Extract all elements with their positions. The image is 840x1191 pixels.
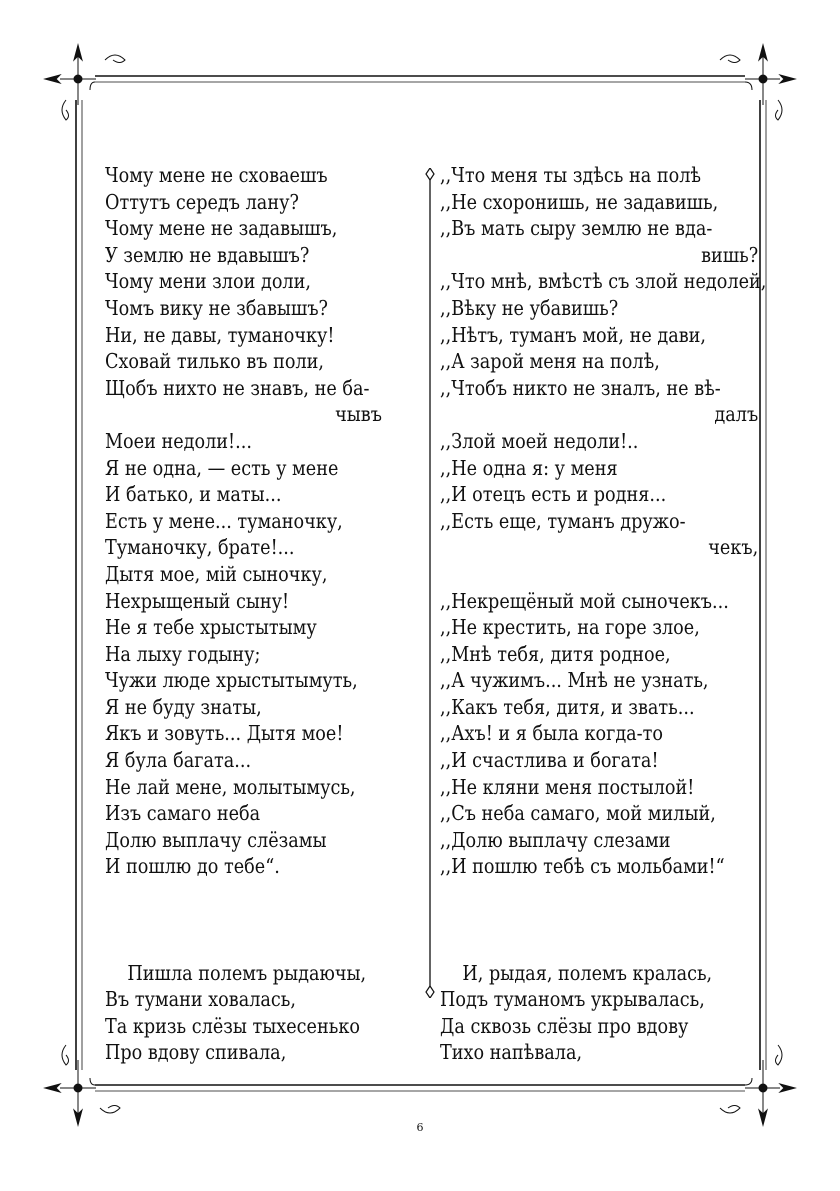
verse-line: ,,А зарой меня на полѣ,: [440, 349, 660, 374]
verse-line: Про вдову спивала,: [105, 1040, 287, 1065]
verse-line: Щобъ нихто не знавъ, не ба-: [105, 375, 370, 400]
verse-line: Я не одна, — есть у мене: [105, 455, 339, 480]
verse-line: Подъ туманомъ укрывалась,: [440, 987, 705, 1012]
verse-line: ,,Не крестить, на горе злое,: [440, 615, 700, 640]
verse-line: ,,Некрещёный мой сыночекъ...: [440, 588, 729, 613]
verse-line: Изъ самаго неба: [105, 801, 261, 826]
verse-line: Оттутъ середъ лану?: [105, 189, 299, 214]
verse-line: Дытя мое, мій сыночку,: [105, 561, 328, 586]
verse-line: Сховай тилько въ поли,: [105, 349, 325, 374]
verse-text: Пишла полемъ рыдаючы,: [127, 960, 367, 985]
verse-line: ,,И счастлива и богата!: [440, 748, 659, 773]
verse-line: Чому мене не задавышъ,: [105, 216, 338, 241]
verse-line: ,,Не кляни меня постылой!: [440, 774, 695, 799]
verse-line-continuation: чывъ: [335, 402, 382, 427]
verse-line: Якъ и зовуть... Дытя мое!: [105, 721, 344, 746]
verse-line: На лыху годыну;: [105, 641, 261, 666]
verse-line: У землю не вдавышъ?: [105, 242, 310, 267]
verse-line: ,,Мнѣ тебя, дитя родное,: [440, 641, 671, 666]
verse-line: [440, 960, 763, 987]
verse-line: Ни, не давы, туманочку!: [105, 322, 335, 347]
verse-line-continuation: вишь?: [701, 242, 759, 267]
verse-line: Есть у мене... туманочку,: [105, 508, 343, 533]
verse-line: И пошлю до тебе“.: [105, 854, 280, 879]
verse-line: Туманочку, брате!...: [105, 535, 295, 560]
verse-line: ,,Вѣку не убавишь?: [440, 295, 619, 320]
verse-line: ,,А чужимъ... Мнѣ не узнать,: [440, 668, 709, 693]
verse-line: ,,Ахъ! и я была когда-то: [440, 721, 664, 746]
verse-line: Моеи недоли!...: [105, 428, 252, 453]
right-column-russian-text: [440, 162, 767, 1066]
right-stanza-2: [440, 588, 763, 881]
verse-line: ,,Долю выплачу слезами: [440, 827, 671, 852]
verse-line: ,,Съ неба самаго, мой милый,: [440, 801, 716, 826]
verse-line: Я була багата...: [105, 748, 252, 773]
stanza-spacer: [440, 561, 763, 588]
verse-line: ,,Чтобъ никто не зналъ, не вѣ-: [440, 375, 721, 400]
stanza-spacer: [105, 880, 397, 933]
verse-line: Да сквозь слёзы про вдову: [440, 1013, 689, 1038]
verse-line: Чому мени злои доли,: [105, 269, 311, 294]
right-stanza-1: [440, 162, 767, 561]
stanza-spacer: [440, 880, 763, 933]
left-stanza-1: [105, 162, 397, 880]
column-divider-ornament: [425, 168, 435, 998]
corner-ornament-top-left: [45, 45, 125, 120]
corner-ornament-top-right: [720, 45, 795, 120]
verse-line: ,,Что мнѣ, вмѣстѣ съ злой недолей,: [440, 269, 767, 294]
verse-line: Не я тебе хрыстытыму: [105, 615, 317, 640]
verse-line: Тихо напѣвала,: [440, 1040, 583, 1065]
verse-line: Въ тумани ховалась,: [105, 987, 297, 1012]
verse-line: Долю выплачу слёзамы: [105, 827, 327, 852]
verse-line: ,,Есть еще, туманъ дружо-: [440, 508, 686, 533]
verse-line: Чужи люде хрыстытымуть,: [105, 668, 358, 693]
verse-line: ,,Не схоронишь, не задавишь,: [440, 189, 719, 214]
verse-line: Не лай мене, молытымусь,: [105, 774, 356, 799]
left-column-ukrainian-text: [105, 162, 397, 1066]
verse-line: И батько, и маты...: [105, 482, 282, 507]
left-stanza-2: [105, 960, 397, 1066]
verse-line: ,,Злой моей недоли!..: [440, 428, 639, 453]
verse-line: ,,И пошлю тебѣ съ мольбами!“: [440, 854, 725, 879]
verse-line: ,,Въ мать сыру землю не вда-: [440, 216, 713, 241]
right-stanza-3: [440, 960, 763, 1066]
verse-line: Та кризь слёзы тыхесенько: [105, 1013, 360, 1038]
verse-line: Я не буду знаты,: [105, 694, 262, 719]
verse-line: ,,Какъ тебя, дитя, и звать...: [440, 694, 695, 719]
page-number: 6: [416, 1121, 424, 1134]
verse-line: Чомъ вику не збавышъ?: [105, 295, 328, 320]
verse-line: ,,И отецъ есть и родня...: [440, 482, 667, 507]
verse-text: И, рыдая, полемъ кралась,: [462, 960, 713, 985]
stanza-spacer: [440, 933, 763, 960]
verse-line: [105, 960, 397, 987]
verse-line: Чому мене не сховаешъ: [105, 163, 328, 187]
verse-line: ,,Не одна я: у меня: [440, 455, 618, 480]
stanza-spacer: [105, 933, 397, 960]
verse-line-continuation: чекъ,: [708, 535, 759, 560]
verse-line-continuation: далъ: [714, 402, 759, 427]
verse-line: ,,Нѣтъ, туманъ мой, не дави,: [440, 322, 707, 347]
verse-line: Нехрыщеный сыну!: [105, 588, 290, 613]
verse-line: ,,Что меня ты здѣсь на полѣ: [440, 163, 702, 187]
